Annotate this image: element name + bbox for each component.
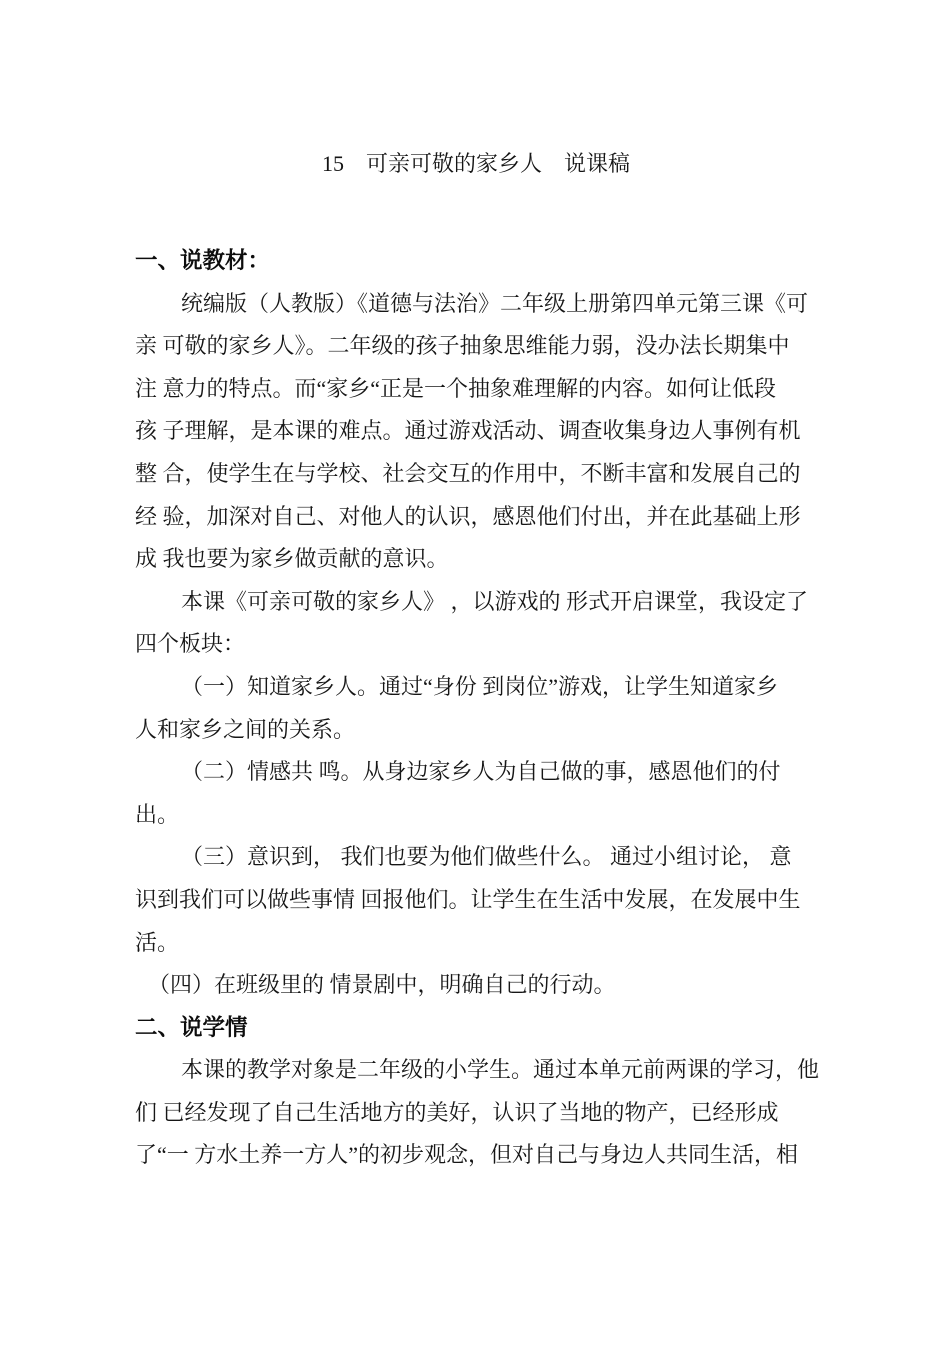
text-line: 经 验，加深对自己、对他人的认识，感恩他们付出，并在此基础上形 [135,503,801,529]
text-line: 孩 子理解，是本课的难点。通过游戏活动、调查收集身边人事例有机 [135,418,801,444]
text-line: 四个板块： [135,631,246,657]
text-line: 人和家乡之间的关系。 [135,716,356,742]
text-line: 活。 [135,929,180,955]
text-line: （四）在班级里的 情景剧中，明确自己的行动。 [148,972,616,998]
text-line: （二）情感共 鸣。从身边家乡人为自己做的事，感恩他们的付 [181,759,781,785]
section-heading-shuo-xueqing: 二、说学情 [135,1014,248,1040]
text-line: 整 合，使学生在与学校、社会交互的作用中，不断丰富和发展自己的 [135,460,801,486]
text-line: （一）知道家乡人。通过“身份 到岗位”游戏，让学生知道家乡 [181,673,779,699]
text-line: 了“一 方水土养一方人”的初步观念，但对自己与身边人共同生活，相 [135,1142,799,1168]
text-line: 识到我们可以做些事情 回报他们。让学生在生活中发展，在发展中生 [135,886,801,912]
text-line: 亲 可敬的家乡人》。二年级的孩子抽象思维能力弱，没办法长期集中 [135,333,790,359]
text-line: （三）意识到， 我们也要为他们做些什么。 通过小组讨论， 意 [181,844,792,870]
text-line: 本课《可亲可敬的家乡人》 ，以游戏的 形式开启课堂，我设定了 [181,588,809,614]
text-line: 们 已经发现了自己生活地方的美好，认识了当地的物产，已经形成 [135,1099,779,1125]
text-line: 注 意力的特点。而“家乡“正是一个抽象难理解的内容。如何让低段 [135,375,777,401]
text-line: 统编版（人教版）《道德与法治》二年级上册第四单元第三课《可 [181,290,809,316]
text-line: 成 我也要为家乡做贡献的意识。 [135,546,449,572]
text-line: 本课的教学对象是二年级的小学生。通过本单元前两课的学习，他 [181,1057,820,1083]
section-heading-shuo-jiaocai: 一、说教材： [135,248,271,273]
document-title: 15 可亲可敬的家乡人 说课稿 [321,151,630,176]
text-line: 出。 [135,801,180,827]
